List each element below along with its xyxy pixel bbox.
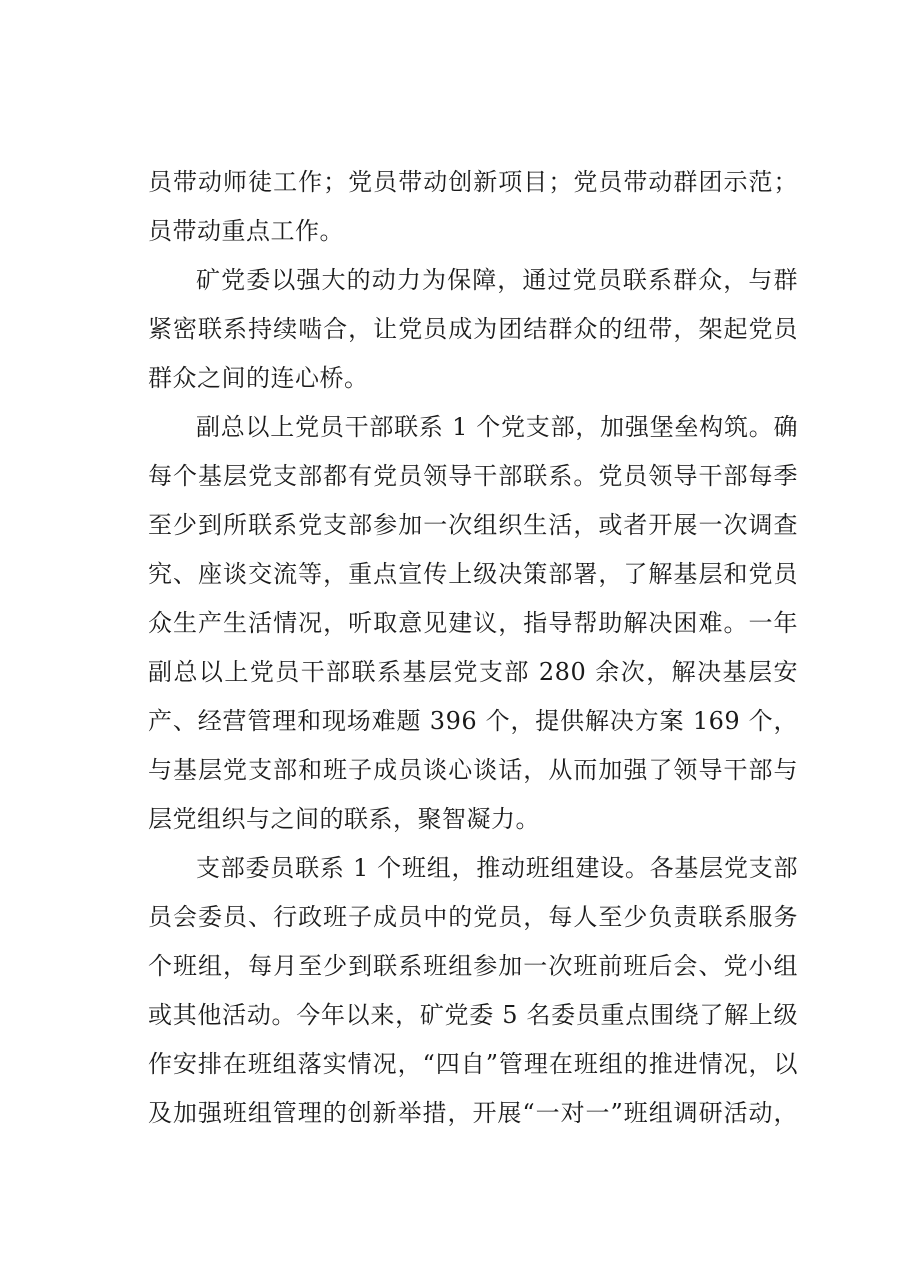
text-line: 员带动师徒工作；党员带动创新项目；党员带动群团示范； bbox=[148, 168, 798, 196]
text-line: 或其他活动。今年以来，矿党委 5 名委员重点围绕了解上级 bbox=[148, 1001, 798, 1029]
text-line: 究、座谈交流等，重点宣传上级决策部署，了解基层和党员 bbox=[148, 560, 798, 588]
paragraph-1 bbox=[148, 158, 798, 256]
text-line: 至少到所联系党支部参加一次组织生活，或者开展一次调查 bbox=[148, 511, 798, 539]
text-line: 矿党委以强大的动力为保障，通过党员联系群众，与群 bbox=[196, 266, 798, 294]
text-line: 与基层党支部和班子成员谈心谈话，从而加强了领导干部与 bbox=[148, 756, 798, 784]
text-line: 紧密联系持续啮合，让党员成为团结群众的纽带，架起党员 bbox=[148, 315, 798, 343]
paragraph-2 bbox=[148, 256, 798, 403]
text-line: 副总以上党员干部联系基层党支部 280 余次，解决基层安 bbox=[148, 658, 798, 686]
text-line: 员带动重点工作。 bbox=[148, 217, 344, 245]
text-line: 众生产生活情况，听取意见建议，指导帮助解决困难。一年 bbox=[148, 609, 798, 637]
paragraph-3 bbox=[148, 403, 798, 844]
text-line: 员会委员、行政班子成员中的党员，每人至少负责联系服务 bbox=[148, 903, 798, 931]
text-line: 层党组织与之间的联系，聚智凝力。 bbox=[148, 805, 540, 833]
text-line: 产、经营管理和现场难题 396 个，提供解决方案 169 个， bbox=[148, 707, 798, 735]
paragraph-4 bbox=[148, 844, 798, 1138]
text-line: 群众之间的连心桥。 bbox=[148, 364, 369, 392]
document-page bbox=[148, 158, 798, 1138]
text-line: 副总以上党员干部联系 1 个党支部，加强堡垒构筑。确 bbox=[196, 413, 798, 441]
text-line: 每个基层党支部都有党员领导干部联系。党员领导干部每季 bbox=[148, 462, 798, 490]
text-line: 个班组，每月至少到联系班组参加一次班前班后会、党小组 bbox=[148, 952, 798, 980]
text-line: 支部委员联系 1 个班组，推动班组建设。各基层党支部 bbox=[196, 854, 798, 882]
text-line: 及加强班组管理的创新举措，开展“一对一”班组调研活动， bbox=[148, 1099, 798, 1127]
text-line: 作安排在班组落实情况，“四自”管理在班组的推进情况，以 bbox=[148, 1050, 798, 1078]
